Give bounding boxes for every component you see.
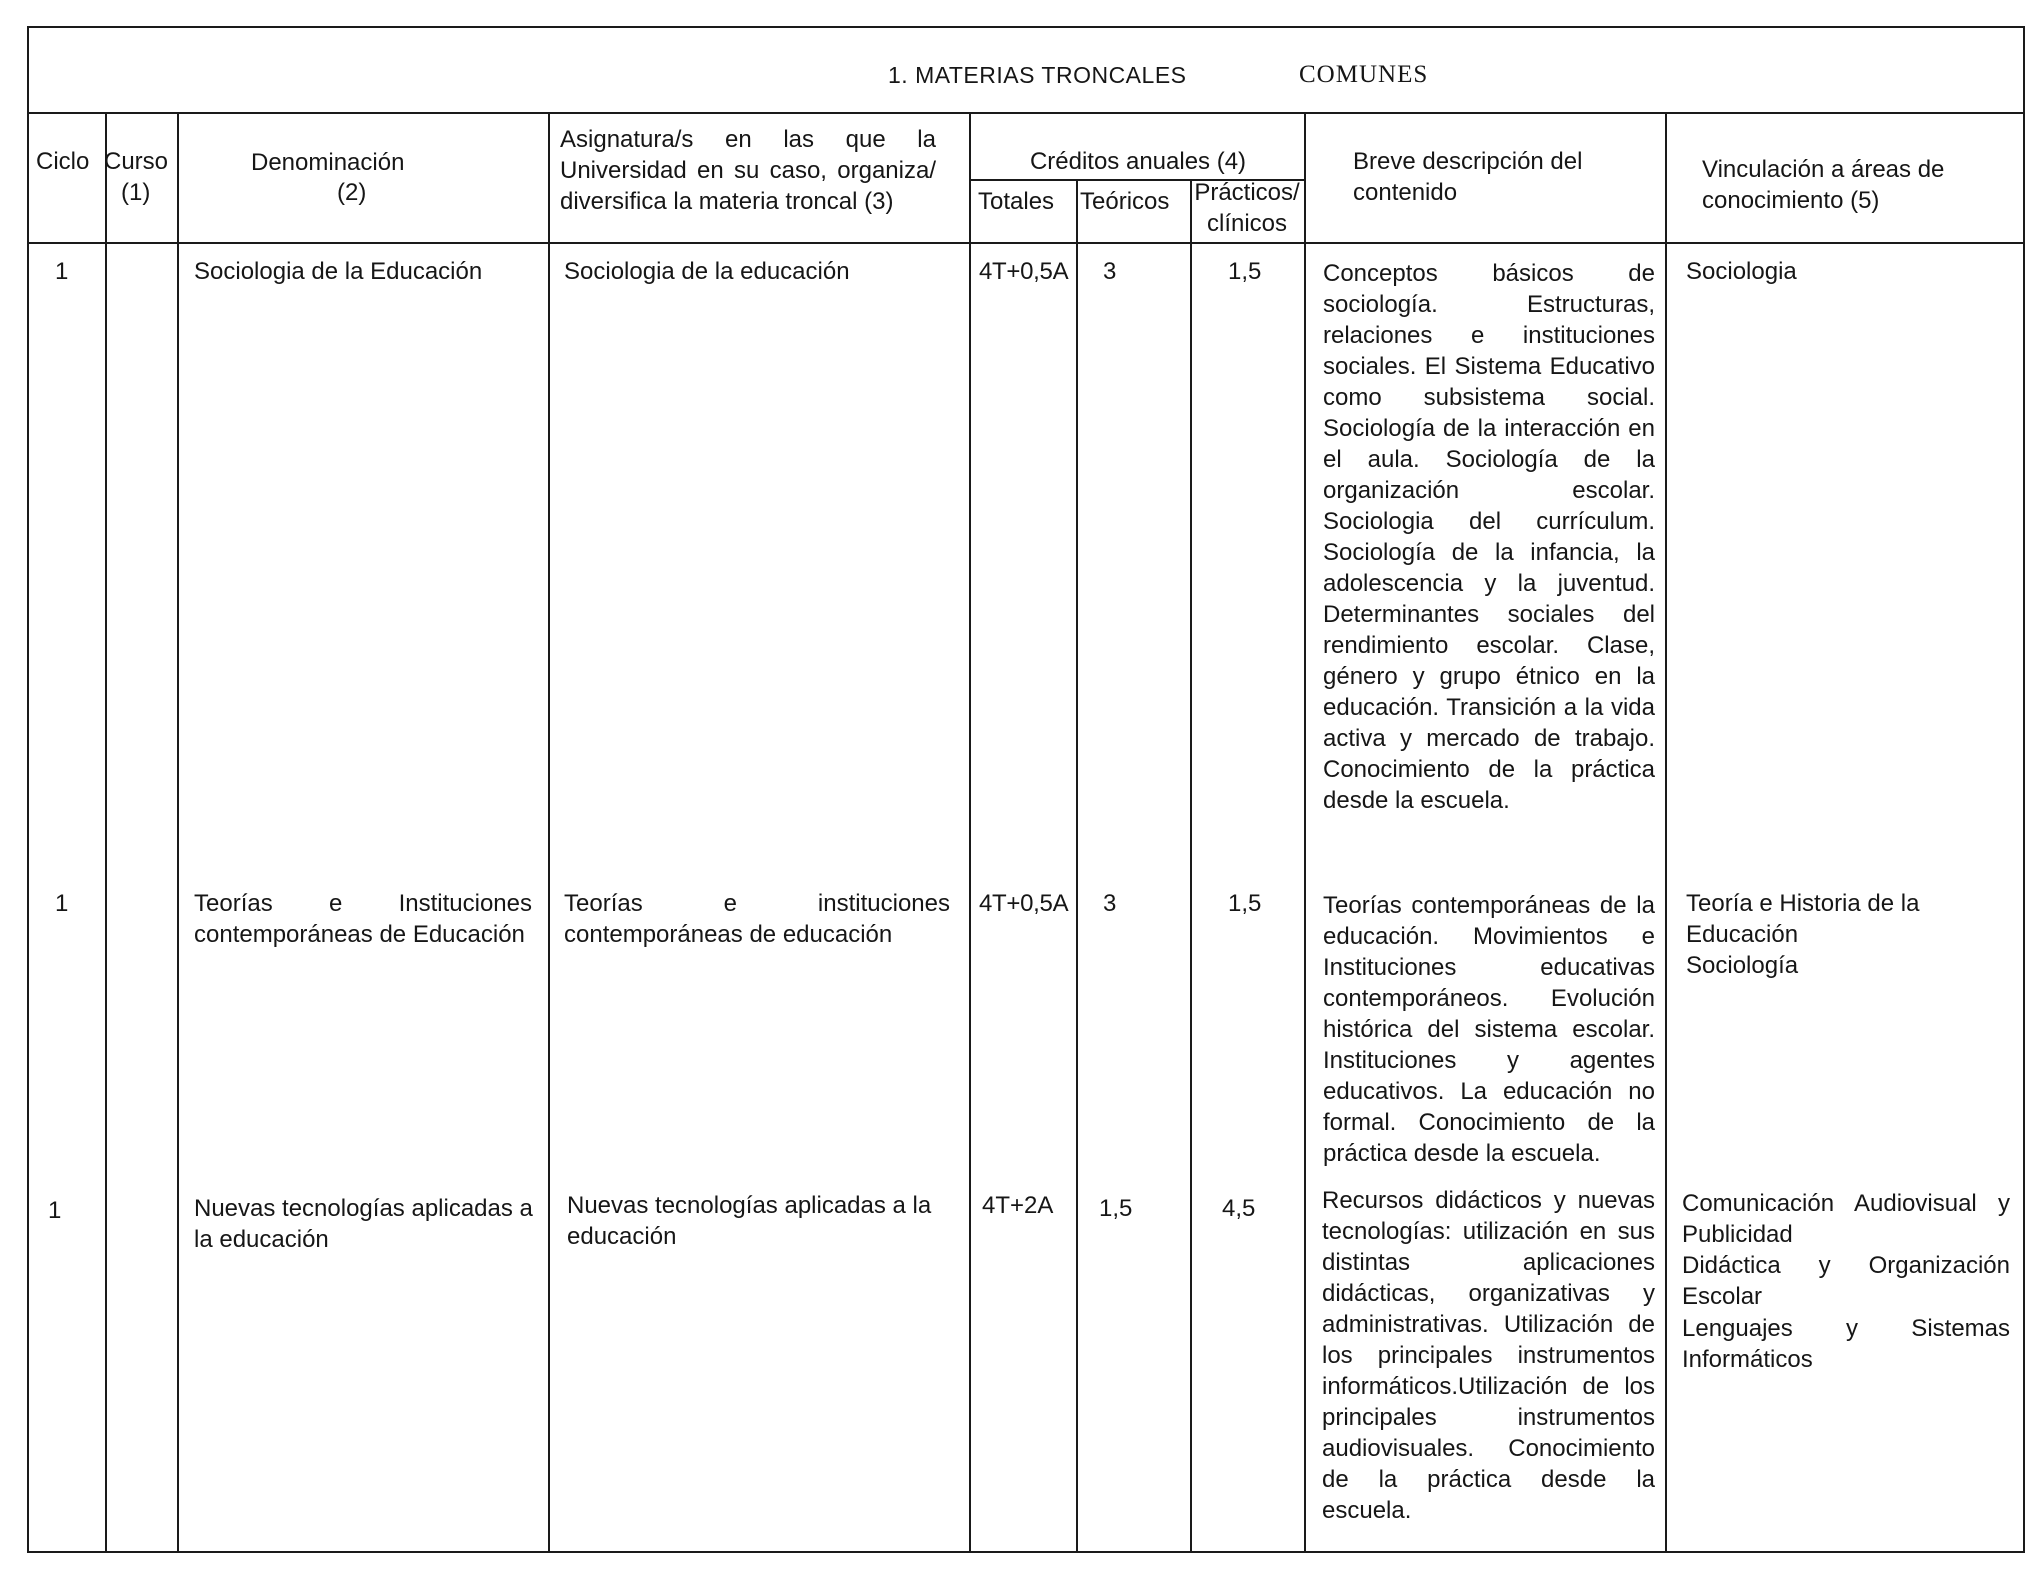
header-denominacion: Denominación bbox=[251, 149, 405, 176]
row2-denominacion: Teorías e Instituciones contemporáneas de Educación bbox=[194, 890, 532, 948]
row1-teoricos: 3 bbox=[1103, 258, 1117, 285]
header-curso-note: (1) bbox=[121, 179, 151, 206]
col-divider-asignatura bbox=[969, 112, 971, 1553]
col-divider-ciclo bbox=[105, 112, 107, 1553]
row1-ciclo: 1 bbox=[55, 258, 69, 285]
row2-practicos: 1,5 bbox=[1228, 890, 1262, 917]
row3-totales: 4T+2A bbox=[982, 1192, 1054, 1219]
row1-practicos: 1,5 bbox=[1228, 258, 1262, 285]
row3-denominacion: Nuevas tecnologías aplicadas a la educación bbox=[194, 1195, 533, 1253]
header-ciclo: Ciclo bbox=[36, 148, 90, 175]
col-divider-denominacion bbox=[548, 112, 550, 1553]
header-creditos: Créditos anuales (4) bbox=[1029, 148, 1247, 175]
header-curso: Curso bbox=[104, 148, 169, 175]
header-divider bbox=[27, 242, 2025, 244]
title-divider bbox=[27, 112, 2025, 114]
row2-descripcion: Teorías contemporáneas de la educación. Movimientos e Instituciones educativas contemporáneos. Evolución histórica del sistema escolar. Instituciones y agentes educativos. La educación no formal. Conocimiento de la práctica desde la escuela. bbox=[1323, 892, 1655, 1167]
header-descripcion: Breve descripción del contenido bbox=[1353, 148, 1583, 206]
header-practicos: Prácticos/ clínicos bbox=[1194, 179, 1300, 237]
row3-vinculacion-1: Comunicación Audiovisual y Publicidad bbox=[1682, 1190, 2010, 1248]
row1-totales: 4T+0,5A bbox=[979, 258, 1069, 285]
row2-ciclo: 1 bbox=[55, 890, 69, 917]
row3-practicos: 4,5 bbox=[1222, 1195, 1256, 1222]
header-asignatura: Asignatura/s en las que la Universidad en su caso, organiza/ diversifica la materia troncal (3) bbox=[560, 126, 936, 215]
row3-ciclo: 1 bbox=[48, 1197, 62, 1224]
header-denominacion-note: (2) bbox=[337, 179, 367, 206]
row3-teoricos: 1,5 bbox=[1099, 1195, 1133, 1222]
section-title: 1. MATERIAS TRONCALES bbox=[888, 62, 1187, 88]
row1-asignatura: Sociologia de la educación bbox=[564, 258, 850, 285]
row2-asignatura: Teorías e instituciones contemporáneas de educación bbox=[564, 890, 950, 948]
row2-vinculacion-1: Teoría e Historia de la Educación bbox=[1686, 890, 1920, 948]
row2-teoricos: 3 bbox=[1103, 890, 1117, 917]
row1-descripcion: Conceptos básicos de sociología. Estructuras, relaciones e instituciones sociales. El Sistema Educativo como subsistema social. Sociología de la interacción en el aula. Sociología de la organización escolar. Sociologia del currículum. Sociología de la infancia, la adolescencia y la juventud. Determinantes sociales del rendimiento escolar. Clase, género y grupo étnico en la educación. Transición a la vida activa y mercado de trabajo. Conocimiento de la práctica desde la escuela. bbox=[1323, 260, 1655, 814]
row3-vinculacion-2: Didáctica y Organización Escolar bbox=[1682, 1252, 2010, 1310]
row1-denominacion: Sociologia de la Educación bbox=[194, 258, 483, 285]
row3-vinculacion-3: Lenguajes y Sistemas Informáticos bbox=[1682, 1315, 2010, 1373]
row3-descripcion: Recursos didácticos y nuevas tecnologías: utilización en sus distintas aplicaciones didácticas, organizativas y administrativas. Utilización de los principales instrumentos informáticos.Utilización de los principales instrumentos audiovisuales. Conocimiento de la práctica desde la escuela. bbox=[1322, 1187, 1655, 1524]
row2-totales: 4T+0,5A bbox=[979, 890, 1069, 917]
header-vinculacion: Vinculación a áreas de conocimiento (5) bbox=[1702, 156, 1945, 214]
header-totales: Totales bbox=[978, 188, 1055, 215]
col-divider-totales bbox=[1076, 179, 1078, 1553]
col-divider-creditos bbox=[1304, 112, 1306, 1553]
row2-vinculacion-2: Sociología bbox=[1686, 952, 1799, 979]
row1-vinculacion: Sociologia bbox=[1686, 258, 1797, 285]
row3-asignatura: Nuevas tecnologías aplicadas a la educación bbox=[567, 1192, 932, 1250]
header-teoricos: Teóricos bbox=[1080, 188, 1170, 215]
col-divider-curso bbox=[177, 112, 179, 1553]
col-divider-teoricos bbox=[1190, 179, 1192, 1553]
section-subtitle: COMUNES bbox=[1299, 61, 1429, 88]
col-divider-descripcion bbox=[1665, 112, 1667, 1553]
